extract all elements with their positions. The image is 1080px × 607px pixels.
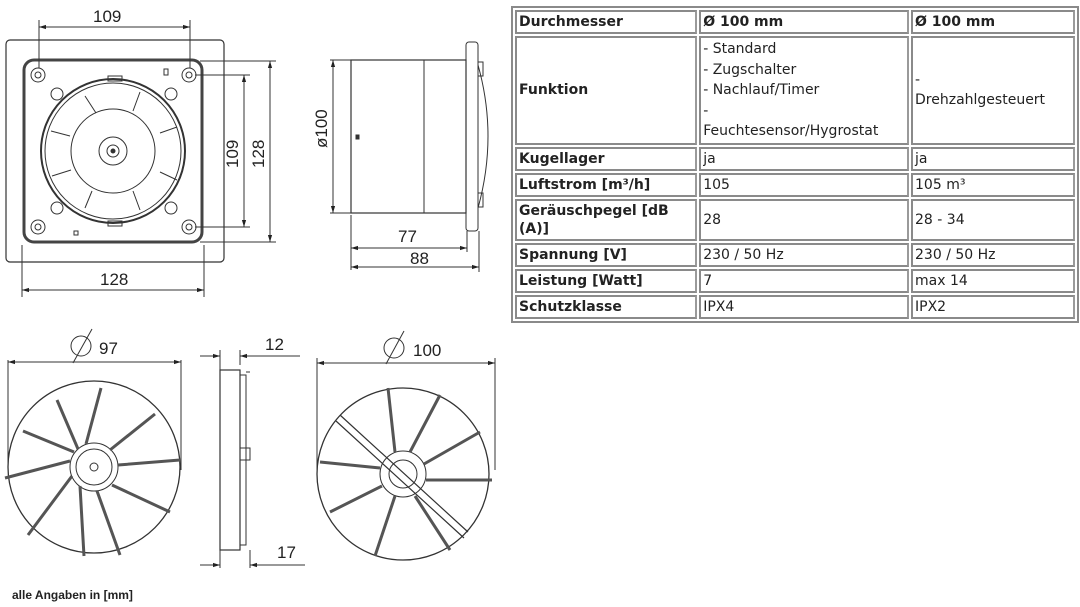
table-row-funktion [515,36,1075,145]
function-item: - [915,71,921,88]
function-item: Drehzahlgesteuert [915,92,1046,109]
function-item: - [703,102,709,119]
table-row [515,295,1075,319]
dim-front-width-bottom: 128 [100,270,129,289]
cell-label: Leistung [Watt] [515,269,697,293]
front-view-drawing [6,40,224,262]
impeller-side-drawing [220,370,250,550]
cell-value-2: 28 - 34 [911,199,1075,241]
cell-value-1: Ø 100 mm [699,10,909,34]
cell-label: Funktion [515,36,697,145]
dim-impeller-back-diameter: 100 [413,341,442,360]
cell-value-2: 105 m³ [911,173,1075,197]
dim-side-length-body: 77 [398,227,417,246]
cell-value-2: Ø 100 mm [911,10,1075,34]
cell-label: Spannung [V] [515,243,697,267]
technical-drawings [0,0,510,607]
cell-value-1: 28 [699,199,909,241]
spec-table [511,6,1079,323]
cell-label: Durchmesser [515,10,697,34]
table-row-header [515,10,1075,34]
table-row [515,173,1075,197]
dim-impeller-side-top: 12 [265,335,284,354]
cell-value-2 [911,36,1075,145]
function-item: Feuchtesensor/Hygrostat [703,123,879,139]
dim-front-height-outer: 128 [249,139,268,168]
cell-value-1: 7 [699,269,909,293]
impeller-back-dimensions [317,331,495,470]
cell-value-2: max 14 [911,269,1075,293]
side-view-drawing [351,42,488,231]
cell-value-1: 105 [699,173,909,197]
units-note: alle Angaben in [mm] [12,588,133,602]
cell-value-2: ja [911,147,1075,171]
function-item: - Nachlauf/Timer [703,82,820,98]
cell-label: Geräuschpegel [dB (A)] [515,199,697,241]
impeller-front-drawing [5,381,180,556]
cell-label: Luftstrom [m³/h] [515,173,697,197]
cell-value-2: 230 / 50 Hz [911,243,1075,267]
cell-value-1: 230 / 50 Hz [699,243,909,267]
dim-impeller-front-diameter: 97 [99,339,118,358]
cell-value-1 [699,36,909,145]
dim-front-width-top: 109 [93,7,122,26]
function-item: - Zugschalter [703,61,797,78]
cell-value-1: IPX4 [699,295,909,319]
table-row [515,269,1075,293]
table-row [515,147,1075,171]
cell-value-2: IPX2 [911,295,1075,319]
dim-impeller-side-bottom: 17 [277,543,296,562]
cell-label: Schutzklasse [515,295,697,319]
dim-side-length-total: 88 [410,249,429,268]
dim-side-diameter: ø100 [312,109,331,148]
impeller-back-drawing [317,388,492,560]
table-row [515,243,1075,267]
cell-value-1: ja [699,147,909,171]
table-row [515,199,1075,241]
dim-front-height-inner: 109 [223,139,242,168]
cell-label: Kugellager [515,147,697,171]
impeller-side-dimensions [200,350,305,568]
function-item: - Standard [703,41,777,57]
